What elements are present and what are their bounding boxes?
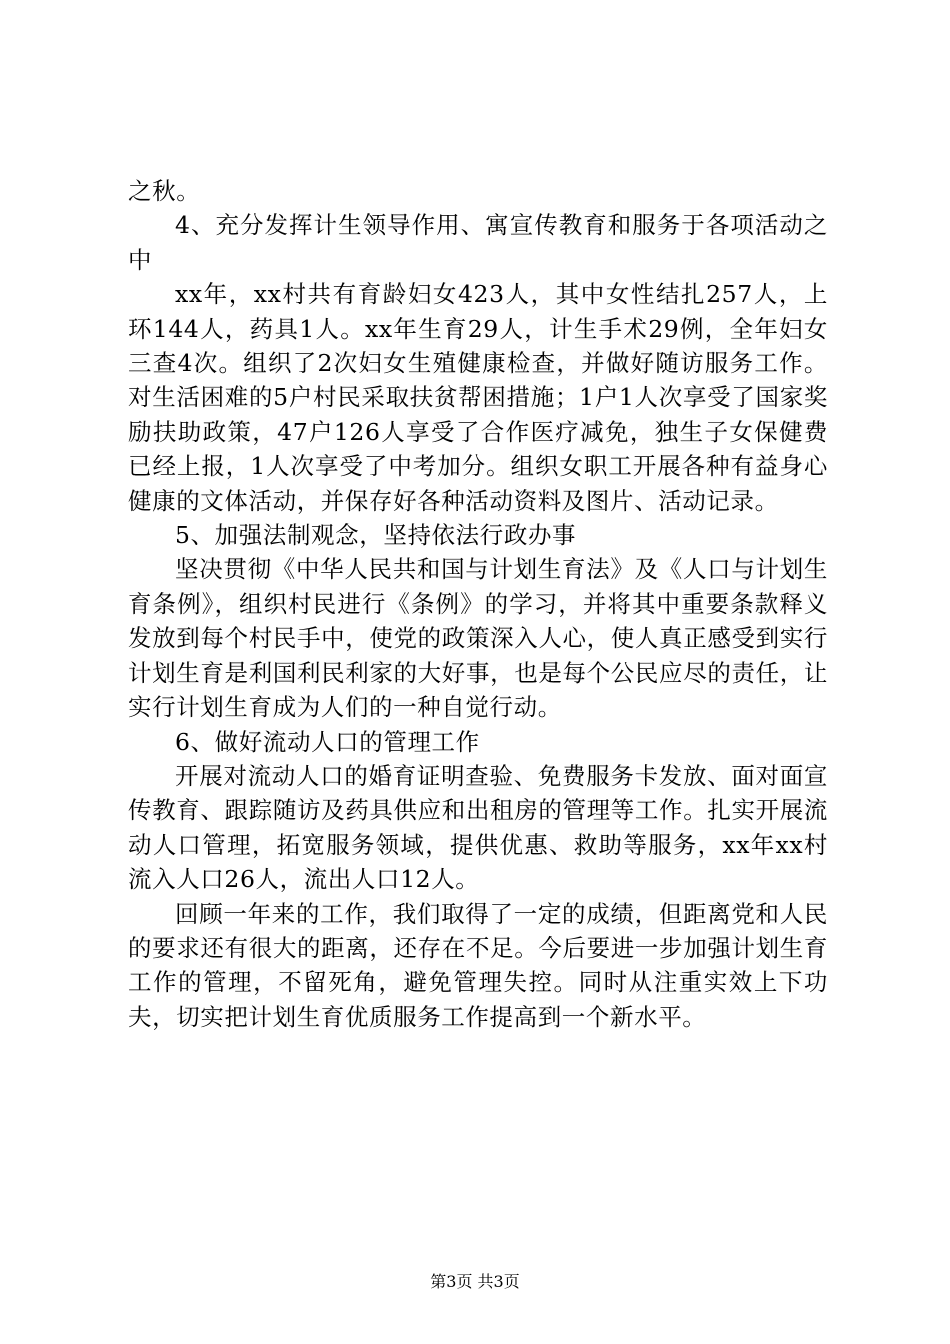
paragraph-section-4-body: xx年，xx村共有育龄妇女423人，其中女性结扎257人，上环144人，药具1人。xx年生育29人，计生手术29例，全年妇女三查4次。组织了2次妇女生殖健康检查，并做好随访服务工作。对生活困难的5户村民采取扶贫帮困措施；1户1人次享受了国家奖励扶助政策，47户126人享受了合作医疗减免，独生子女保健费已经上报，1人次享受了中考加分。组织女职工开展各种有益身心健康的文体活动，并保存好各种活动资料及图片、活动记录。 [128,280,828,515]
section-heading-5: 5、加强法制观念，坚持依法行政办事 [175,521,577,550]
paragraph-conclusion: 回顾一年来的工作，我们取得了一定的成绩，但距离党和人民的要求还有很大的距离，还存在不足。今后要进一步加强计划生育工作的管理，不留死角，避免管理失控。同时从注重实效上下功夫，切实把计划生育优质服务工作提高到一个新水平。 [128,899,828,1031]
section-heading-6: 6、做好流动人口的管理工作 [175,727,480,756]
page-number-label: 第3页 共3页 [430,1272,520,1291]
page-footer [0,1272,950,1292]
paragraph-section-5-body: 坚决贯彻《中华人民共和国与计划生育法》及《人口与计划生育条例》，组织村民进行《条例》的学习，并将其中重要条款释义发放到每个村民手中，使党的政策深入人心，使人真正感受到实行计划生育是利国利民利家的大好事，也是每个公民应尽的责任，让实行计划生育成为人们的一种自觉行动。 [128,555,828,722]
section-heading-4: 4、充分发挥计生领导作用、寓宣传教育和服务于各项活动之中 [128,211,828,274]
document-body [128,174,828,1034]
paragraph-section-6-body: 开展对流动人口的婚育证明查验、免费服务卡发放、面对面宣传教育、跟踪随访及药具供应和出租房的管理等工作。扎实开展流动人口管理，拓宽服务领域，提供优惠、救助等服务，xx年xx村流入人口26人，流出人口12人。 [128,761,828,894]
paragraph-continuation: 之秋。 [128,177,201,205]
